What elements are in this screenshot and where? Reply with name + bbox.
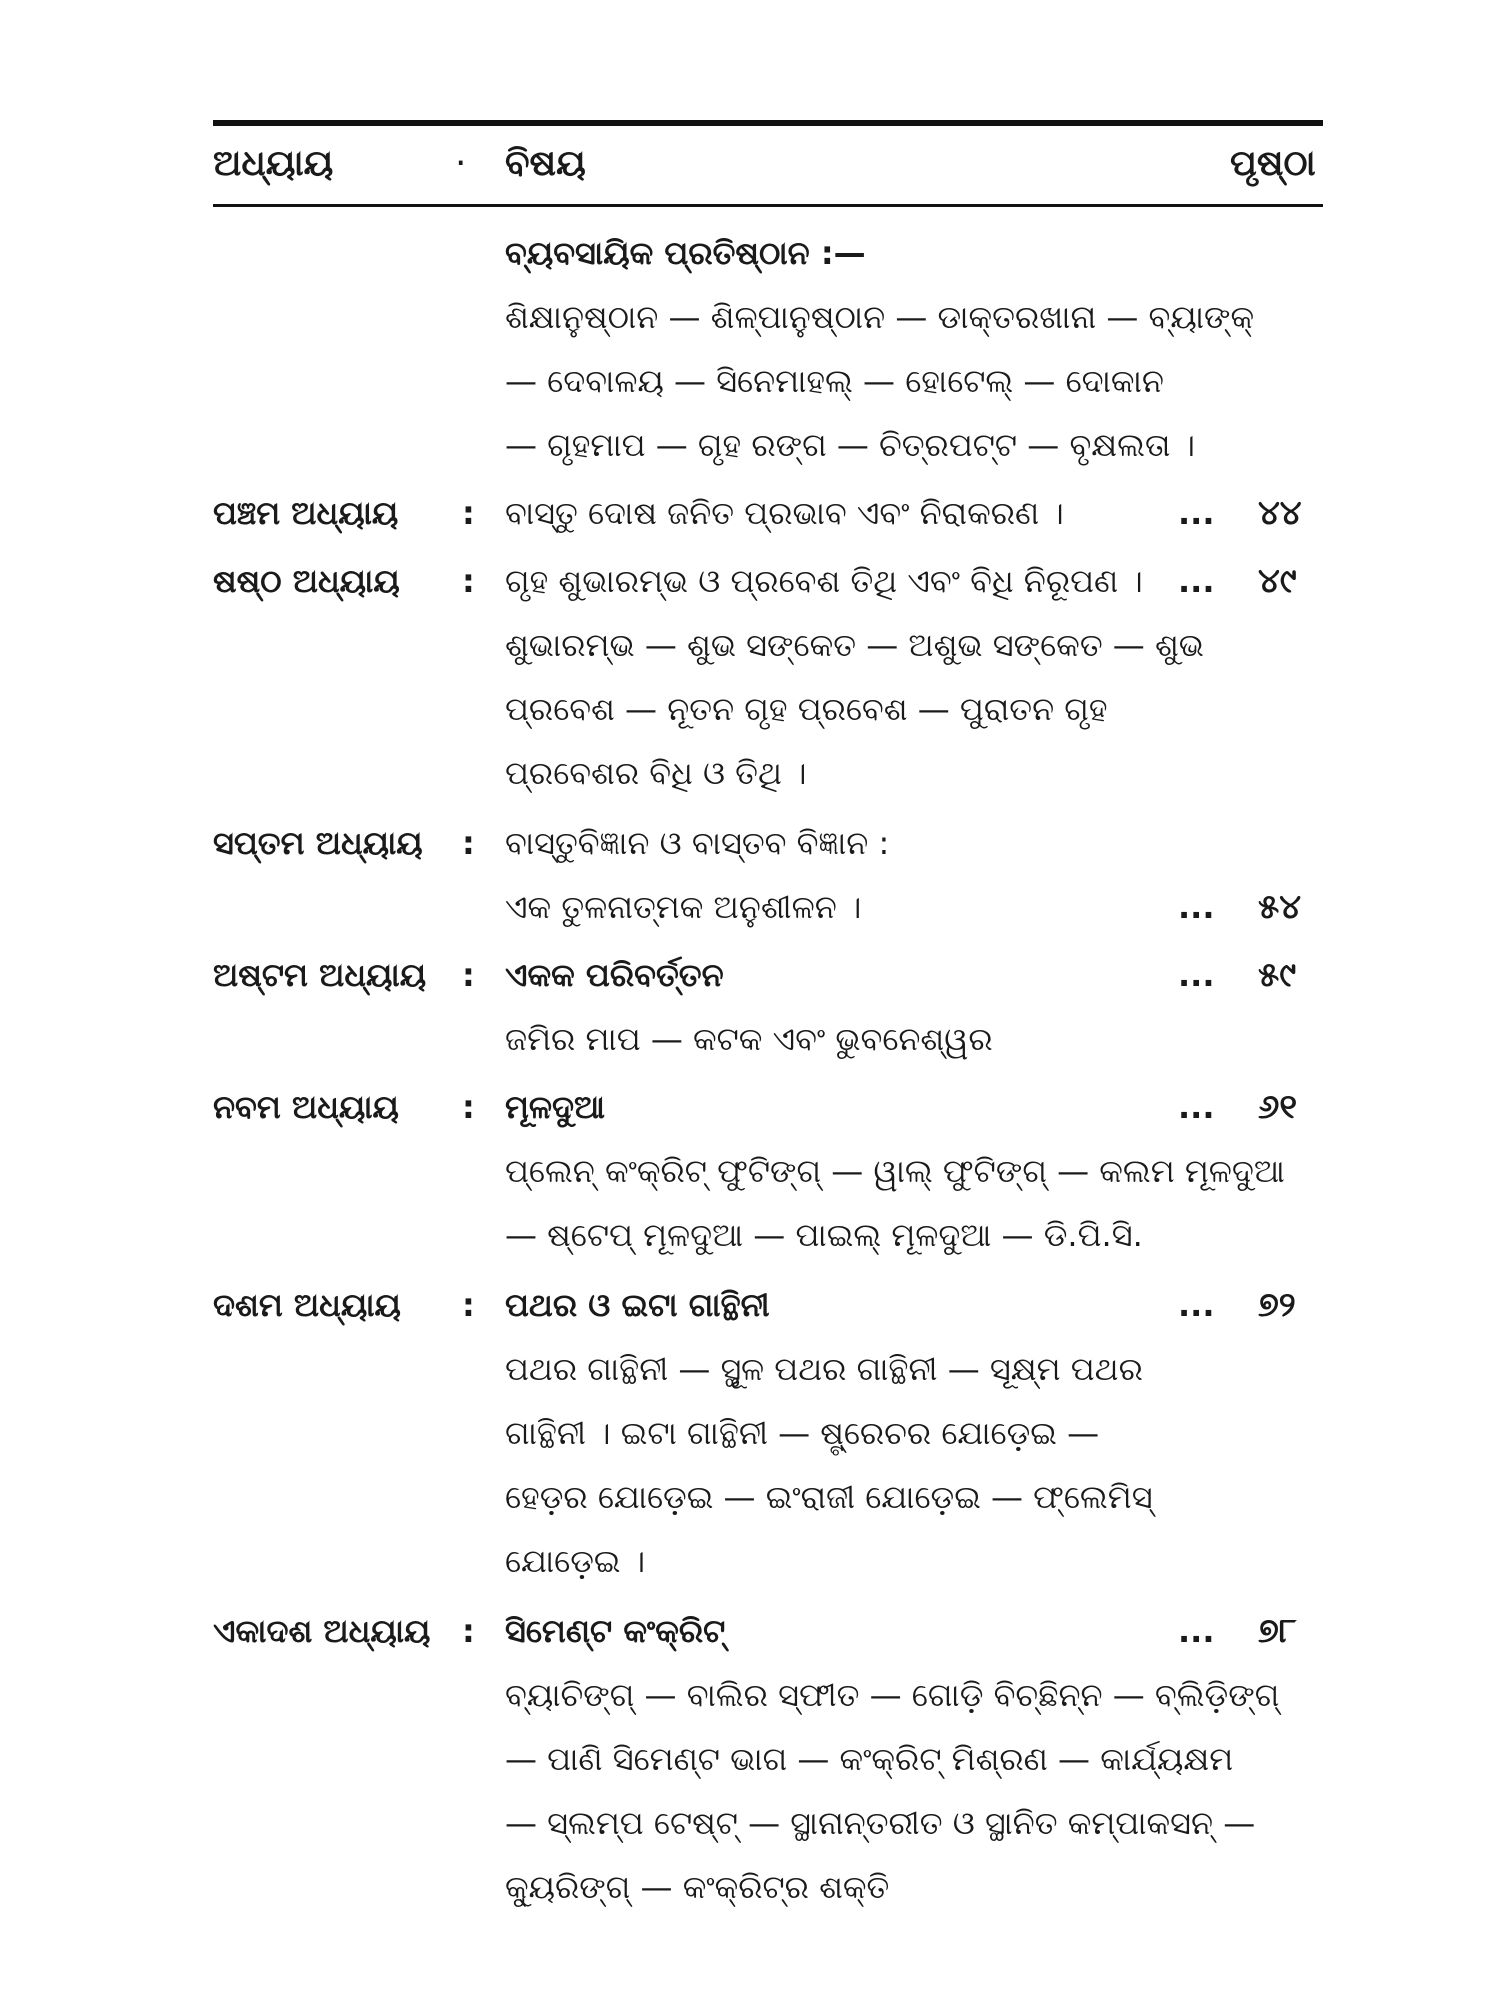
header-chapter-label: ଅଧ୍ୟାୟ [213,143,334,184]
chapter-name: ସପ୍ତମ ଅଧ୍ୟାୟ [213,824,423,862]
page-number: ୭୨ [1258,1285,1296,1325]
chapter-subtopic-line: ପଥର ଗାନ୍ଥିନୀ — ସ୍ଥୂଳ ପଥର ଗାନ୍ଥିନୀ — ସୂକ୍ଷ୍ମ ପଥର [505,1350,1143,1388]
chapter-title: ପଥର ଓ ଇଟା ଗାନ୍ଥିନୀ [505,1286,770,1324]
leader-dots: ... [1178,1612,1215,1650]
chapter-name: ପଞ୍ଚମ ଅଧ୍ୟାୟ [213,494,399,532]
chapter-title: ଏକକ ପରିବର୍ତ୍ତନ [505,956,724,994]
chapter-subtopic-line: — ସ୍ଲମ୍ପ ଟେଷ୍ଟ୍ — ସ୍ଥାନାନ୍ତରୀତ ଓ ସ୍ଥାନିତ କମ୍ପାକସନ୍ — [505,1804,1256,1842]
chapter-colon: : [462,1612,475,1650]
chapter-subtopic-line: ଯୋଡ଼େଇ । [505,1542,646,1580]
chapter-subtopic-line: ପ୍ରବେଶ — ନୂତନ ଗୃହ ପ୍ରବେଶ — ପୁରାତନ ଗୃହ [505,690,1108,728]
chapter-colon: : [462,1088,475,1126]
leader-dots: ... [1178,1088,1215,1126]
page-number: ୪୯ [1258,561,1297,601]
chapter-title: ବାସ୍ତୁବିଜ୍ଞାନ ଓ ବାସ୍ତବ ବିଜ୍ଞାନ : [505,824,890,862]
leader-dots: ... [1178,888,1215,926]
chapter-subtopic-line: — ପାଣି ସିମେଣ୍ଟ ଭାଗ — କଂକ୍ରିଟ୍ ମିଶ୍ରଣ — କାର୍ଯ୍ୟକ୍ଷମ [505,1740,1234,1778]
chapter-name: ଦଶମ ଅଧ୍ୟାୟ [213,1286,401,1324]
chapter-subtopic-line: ଗାନ୍ଥିନୀ । ଇଟା ଗାନ୍ଥିନୀ — ଷ୍ଟ୍ରେଚର ଯୋଡ଼େଇ — [505,1414,1100,1452]
pre-section-line: — ଦେବାଳୟ — ସିନେମାହଲ୍ — ହୋଟେଲ୍ — ଦୋକାନ [505,362,1164,400]
chapter-title: ମୂଳଦୁଆ [505,1088,606,1126]
chapter-title: ବାସ୍ତୁ ଦୋଷ ଜନିତ ପ୍ରଭାବ ଏବଂ ନିରାକରଣ । [505,494,1064,532]
leader-dots: ... [1178,1286,1215,1324]
chapter-subtopic-line: ହେଡ଼ର ଯୋଡ଼େଇ — ଇଂରାଜୀ ଯୋଡ଼େଇ — ଫ୍ଲେମିସ୍ [505,1478,1153,1516]
chapter-colon: : [462,956,475,994]
page-number: ୫୪ [1258,887,1302,927]
chapter-colon: : [462,494,475,532]
leader-dots: ... [1178,494,1215,532]
chapter-subtopic-line: ପ୍ରବେଶର ବିଧି ଓ ତିଥି । [505,754,807,792]
chapter-title-continuation: ଏକ ତୁଳନାତ୍ମକ ଅନୁଶୀଳନ । [505,888,862,926]
leader-dots: ... [1178,562,1215,600]
chapter-title: ସିମେଣ୍ଟ କଂକ୍ରିଟ୍ [505,1612,726,1650]
header-subject-label: ବିଷୟ [505,143,586,184]
header-page-label: ପୃଷ୍ଠା [1230,143,1316,184]
chapter-colon: : [462,824,475,862]
page-number: ୫୯ [1258,955,1297,995]
chapter-subtopic-line: ପ୍ଲେନ୍ କଂକ୍ରିଟ୍ ଫୁଟିଙ୍ଗ୍ — ୱାଲ୍ ଫୁଟିଙ୍ଗ୍ — କଲମ ମୂଳଦୁଆ [505,1152,1285,1190]
pre-section-line: ଶିକ୍ଷାନୁଷ୍ଠାନ — ଶିଳ୍ପାନୁଷ୍ଠାନ — ଡାକ୍ତରଖାନା — ବ୍ୟାଙ୍କ୍ [505,298,1255,336]
page-number: ୪୪ [1258,493,1302,533]
leader-dots: ... [1178,956,1215,994]
top-rule [213,120,1323,126]
chapter-name: ନବମ ଅଧ୍ୟାୟ [213,1088,399,1126]
chapter-name: ଷଷ୍ଠ ଅଧ୍ୟାୟ [213,562,400,600]
page-number: ୭୮ [1258,1611,1297,1651]
chapter-title: ଗୃହ ଶୁଭାରମ୍ଭ ଓ ପ୍ରବେଶ ତିଥି ଏବଂ ବିଧି ନିରୂପଣ । [505,562,1143,600]
chapter-subtopic-line: ଶୁଭାରମ୍ଭ — ଶୁଭ ସଙ୍କେତ — ଅଶୁଭ ସଙ୍କେତ — ଶୁଭ [505,626,1204,664]
page-number: ୬୧ [1258,1087,1298,1127]
chapter-name: ଏକାଦଶ ଅଧ୍ୟାୟ [213,1612,431,1650]
chapter-name: ଅଷ୍ଟମ ଅଧ୍ୟାୟ [213,956,427,994]
header-rule [213,204,1323,207]
chapter-subtopic-line: କ୍ୟୁରିଙ୍ଗ୍ — କଂକ୍ରିଟ୍ର ଶକ୍ତି [505,1868,890,1906]
header-separator: · [455,143,467,184]
chapter-subtopic-line: ବ୍ୟାଚିଙ୍ଗ୍ — ବାଲିର ସ୍ଫୀତ — ଗୋଡ଼ି ବିଚ୍ଛିନ୍ନ — ବ୍ଲିଡ଼ିଙ୍ଗ୍ [505,1676,1280,1714]
pre-section-title: ବ୍ୟବସାୟିକ ପ୍ରତିଷ୍ଠାନ :— [505,234,866,272]
chapter-subtopic-line: ଜମିର ମାପ — କଟକ ଏବଂ ଭୁବନେଶ୍ୱର [505,1020,993,1058]
chapter-colon: : [462,562,475,600]
pre-section-line: — ଗୃହମାପ — ଗୃହ ରଙ୍ଗ — ଚିତ୍ରପଟ୍ଟ — ବୃକ୍ଷଲତା । [505,426,1195,464]
chapter-colon: : [462,1286,475,1324]
chapter-subtopic-line: — ଷ୍ଟେପ୍ ମୂଳଦୁଆ — ପାଇଲ୍ ମୂଳଦୁଆ — ଡି.ପି.ସି. [505,1216,1143,1254]
